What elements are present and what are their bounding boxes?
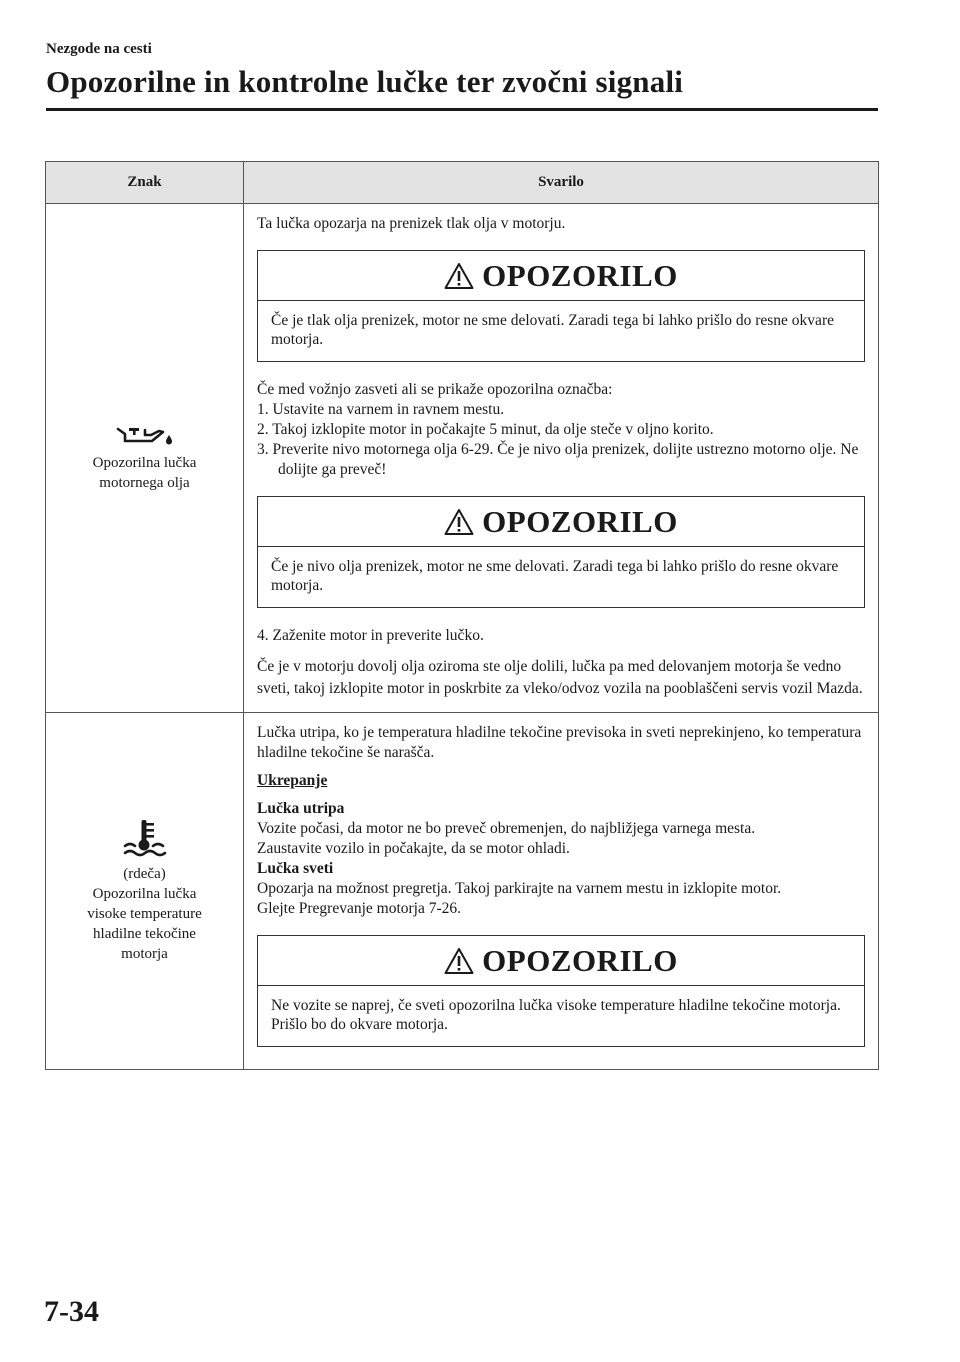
sign-label: Opozorilna lučka (92, 886, 197, 902)
list-item: 4. Zaženite motor in preverite lučko. (257, 627, 484, 644)
description-cell (244, 204, 879, 713)
warning-triangle-icon (444, 262, 474, 290)
action-heading: Ukrepanje (257, 772, 328, 789)
warning-box (257, 250, 865, 362)
warning-lights-table (45, 161, 879, 1070)
table-header-row (46, 162, 879, 204)
description-intro: Lučka utripa, ko je temperatura hladilne tekočine previsoka in sveti neprekinjeno, ko temperatura hladilne tekočine še narašča. (257, 724, 862, 761)
list-item: 3. Preverite nivo motornega olja 6-29. Če je nivo olja prenizek, dolijte ustrezno motorno olje. Ne dolijte ga preveč! (257, 441, 859, 478)
closing-paragraph: Če je v motorju dovolj olja oziroma ste olje dolili, lučka pa med delovanjem motorja še vedno sveti, takoj izklopite motor in poskrbite za vleko/odvoz vozila na pooblaščeni servis vozil Mazda. (257, 658, 863, 697)
warning-text: Če je nivo olja prenizek, motor ne sme delovati. Zaradi tega bi lahko prišlo do resne okvare motorja. (271, 558, 839, 594)
column-header-sign: Znak (46, 162, 244, 204)
description-intro: Ta lučka opozarja na prenizek tlak olja v motorju. (257, 215, 566, 232)
warning-triangle-icon (444, 947, 474, 975)
lit-heading: Lučka sveti (257, 860, 334, 877)
warning-text: Ne vozite se naprej, če sveti opozorilna lučka visoke temperature hladilne tekočine motorja. Prišlo bo do okvare motorja. (271, 997, 841, 1033)
warning-title: OPOZORILO (482, 942, 678, 978)
sign-label: visoke temperature (87, 906, 202, 922)
blink-text: Vozite počasi, da motor ne bo preveč obremenjen, do najbližjega varnega mesta. (257, 820, 756, 837)
list-item: 1. Ustavite na varnem in ravnem mestu. (257, 401, 505, 418)
lit-text: Glejte Pregrevanje motorja 7-26. (257, 900, 462, 917)
section-label: Nezgode na cesti (46, 41, 152, 57)
coolant-temperature-icon (122, 818, 168, 858)
steps-intro: Če med vožnjo zasveti ali se prikaže opozorilna označba: (257, 381, 613, 398)
sign-label: hladilne tekočine (93, 926, 196, 942)
warning-box-header (258, 497, 864, 547)
warning-title: OPOZORILO (482, 503, 678, 539)
warning-triangle-icon (444, 508, 474, 536)
warning-box (257, 496, 865, 608)
oil-pressure-icon (115, 423, 175, 447)
warning-box-header (258, 936, 864, 986)
table-row (46, 204, 879, 713)
description-cell (244, 713, 879, 1070)
warning-box (257, 935, 865, 1047)
column-header-warning: Svarilo (244, 162, 879, 204)
warning-title: OPOZORILO (482, 257, 678, 293)
sign-label: Opozorilna lučka (92, 455, 197, 471)
lit-text: Opozarja na možnost pregretja. Takoj parkirajte na varnem mestu in izklopite motor. (257, 880, 782, 897)
warning-box-header (258, 251, 864, 301)
title-rule (46, 108, 878, 111)
table-row (46, 713, 879, 1070)
page-number: 7-34 (44, 1295, 99, 1328)
sign-label: motorja (121, 946, 168, 962)
sign-label: motornega olja (99, 475, 190, 491)
page-header (46, 40, 878, 100)
blink-text: Zaustavite vozilo in počakajte, da se motor ohladi. (257, 840, 570, 857)
sign-cell (46, 204, 244, 713)
list-item: 2. Takoj izklopite motor in počakajte 5 minut, da olje steče v oljno korito. (257, 421, 714, 438)
page-title: Opozorilne in kontrolne lučke ter zvočni signali (46, 64, 684, 99)
sign-cell (46, 713, 244, 1070)
sign-label-color: (rdeča) (123, 866, 166, 882)
blink-heading: Lučka utripa (257, 800, 345, 817)
warning-text: Če je tlak olja prenizek, motor ne sme delovati. Zaradi tega bi lahko prišlo do resne okvare motorja. (271, 312, 834, 348)
